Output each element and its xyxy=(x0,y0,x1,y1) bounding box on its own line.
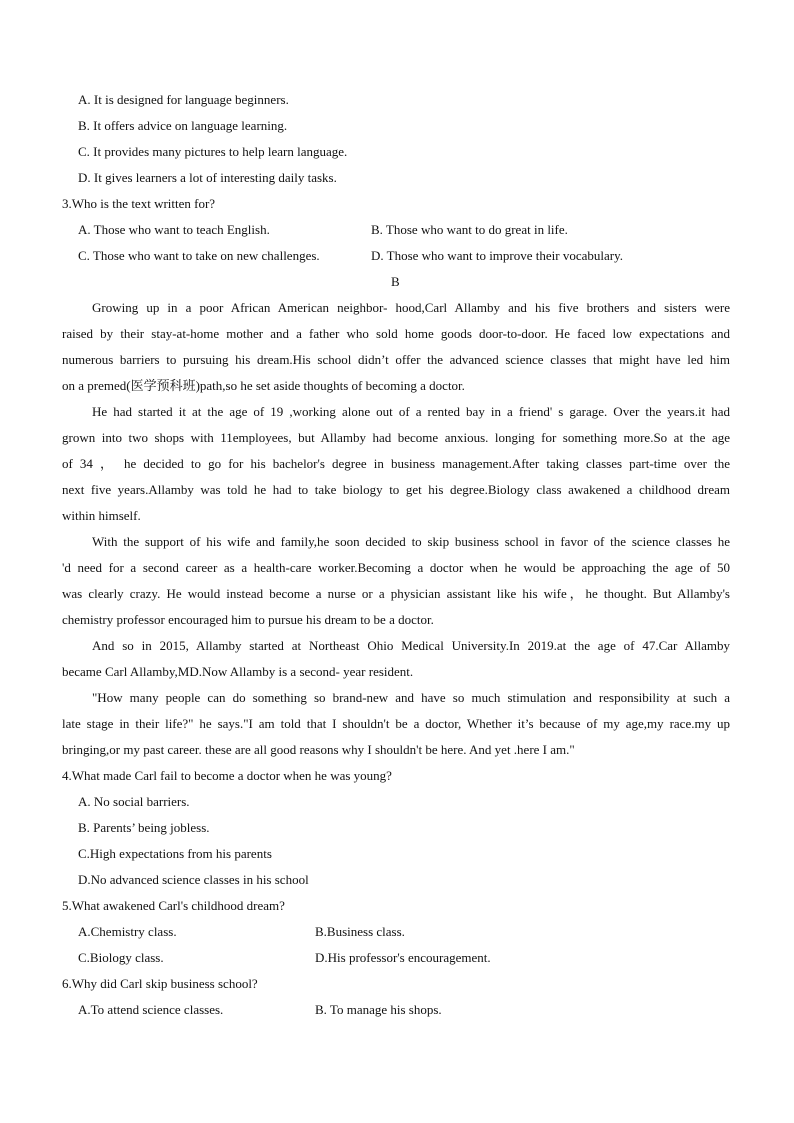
passage-line: Growing up in a poor African American neighbor- hood,Carl Allamby and his five brothers and sisters were xyxy=(92,300,730,315)
q6-option-a: A.To attend science classes. xyxy=(78,1002,224,1017)
q5-option-a: A.Chemistry class. xyxy=(78,924,177,939)
passage-line: chemistry professor encouraged him to pursue his dream to be a doctor. xyxy=(62,612,434,627)
q5-option-d: D.His professor's encouragement. xyxy=(315,950,491,965)
passage-line: raised by their stay-at-home mother and a father who sold home goods door-to-door. He faced low expectations and xyxy=(62,326,730,341)
passage-line: next five years.Allamby was told he had to take biology to get his degree.Biology class awakened a childhood dream xyxy=(62,482,730,497)
passage-line: was clearly crazy. He would instead become a nurse or a physician assistant like his wife，he thought. But Allamby's xyxy=(62,586,730,601)
passage-line: With the support of his wife and family,he soon decided to skip business school in favor of the science classes he xyxy=(92,534,730,549)
q3-question: 3.Who is the text written for? xyxy=(62,196,216,211)
q3-option-a: A. Those who want to teach English. xyxy=(78,222,270,237)
passage-line: of 34 ， he decided to go for his bachelor's degree in business management.After taking classes part-time over the xyxy=(62,456,730,471)
section-label: B xyxy=(391,274,400,289)
q2-option-b: B. It offers advice on language learning. xyxy=(78,118,288,133)
passage-line: "How many people can do something so brand-new and have so much stimulation and responsibility at such a xyxy=(92,690,730,705)
q3-option-b: B. Those who want to do great in life. xyxy=(371,222,568,237)
q3-option-c: C. Those who want to take on new challenges. xyxy=(78,248,320,263)
q5-option-c: C.Biology class. xyxy=(78,950,164,965)
q2-option-c: C. It provides many pictures to help learn language. xyxy=(78,144,348,159)
q4-option-c: C.High expectations from his parents xyxy=(78,846,272,861)
q2-option-d: D. It gives learners a lot of interesting daily tasks. xyxy=(78,170,337,185)
passage-line: bringing,or my past career. these are all good reasons why I shouldn't be here. And yet .here I am." xyxy=(62,742,575,757)
q5-option-b: B.Business class. xyxy=(315,924,405,939)
passage-line: within himself. xyxy=(62,508,141,523)
q4-option-d: D.No advanced science classes in his school xyxy=(78,872,309,887)
passage-line: on a premed(医学预科班)path,so he set aside thoughts of becoming a doctor. xyxy=(62,378,465,393)
q4-question: 4.What made Carl fail to become a doctor when he was young? xyxy=(62,768,392,783)
q6-option-b: B. To manage his shops. xyxy=(315,1002,442,1017)
q5-question: 5.What awakened Carl's childhood dream? xyxy=(62,898,285,913)
passage-line: numerous barriers to pursuing his dream.His school didn’t offer the advanced science classes that might have led him xyxy=(62,352,730,367)
passage-line: He had started it at the age of 19 ,working alone out of a rented bay in a friend' s garage. Over the years.it had xyxy=(92,404,730,419)
q3-option-d: D. Those who want to improve their vocabulary. xyxy=(371,248,623,263)
passage-line: grown into two shops with 11employees, but Allamby had become anxious. longing for something more.So at the age xyxy=(62,430,730,445)
passage-line: late stage in their life?" he says."I am told that I shouldn't be a doctor, Whether it’s because of my age,my race.my up xyxy=(62,716,730,731)
q2-option-a: A. It is designed for language beginners. xyxy=(78,92,289,107)
q4-option-a: A. No social barriers. xyxy=(78,794,190,809)
q4-option-b: B. Parents’ being jobless. xyxy=(78,820,210,835)
passage-line: 'd need for a second career as a health-care worker.Becoming a doctor when he would be approaching the age of 50 xyxy=(62,560,730,575)
passage-line: became Carl Allamby,MD.Now Allamby is a second- year resident. xyxy=(62,664,414,679)
q6-question: 6.Why did Carl skip business school? xyxy=(62,976,258,991)
passage-line: And so in 2015, Allamby started at Northeast Ohio Medical University.In 2019.at the age of 47.Car Allamby xyxy=(92,638,730,653)
